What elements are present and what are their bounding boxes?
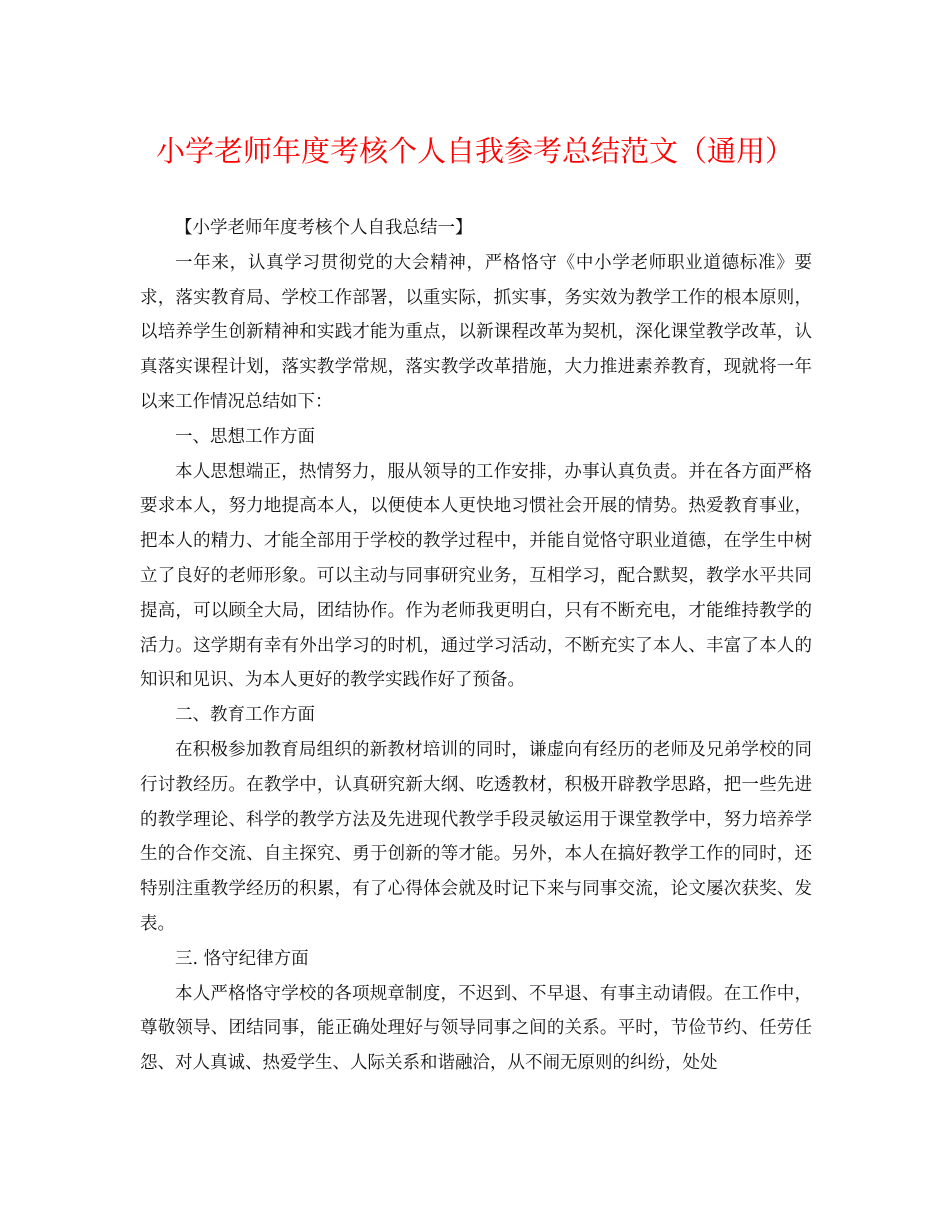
section-heading-discipline: 三. 恪守纪律方面 <box>175 948 309 969</box>
intro-paragraph: 一年来，认真学习贯彻党的大会精神，严格恪守《中小学老师职业道德标准》要求，落实教育局、学校工作部署，以重实际，抓实事，务实效为教学工作的根本原则，以培养学生创新精神和实践才能为重点，以新课程改革为契机，深化课堂教学改革，认真落实课程计划，落实教学常规，落实教学改革措施，大力推进素养教育，现就将一年以来工作情况总结如下： <box>140 252 812 412</box>
section-paragraph-discipline: 本人严格恪守学校的各项规章制度，不迟到、不早退、有事主动请假。在工作中，尊敬领导、团结同事，能正确处理好与领导同事之间的关系。平时，节俭节约、任劳任怨、对人真诚、热爱学生、人际关系和谐融洽，从不闹无原则的纠纷，处处 <box>140 983 812 1074</box>
document-title: 小学老师年度考核个人自我参考总结范文（通用） <box>155 134 794 168</box>
section-heading-thought: 一、思想工作方面 <box>175 426 315 447</box>
document-body <box>140 211 812 1081</box>
section-label: 【小学老师年度考核个人自我总结一】 <box>175 218 473 238</box>
section-heading-education: 二、教育工作方面 <box>175 705 315 726</box>
section-paragraph-thought: 本人思想端正，热情努力，服从领导的工作安排，办事认真负责。并在各方面严格要求本人，努力地提高本人，以便使本人更快地习惯社会开展的情势。热爱教育事业，把本人的精力、才能全部用于学校的教学过程中，并能自觉恪守职业道德，在学生中树立了良好的老师形象。可以主动与同事研究业务，互相学习，配合默契，教学水平共同提高，可以顾全大局，团结协作。作为老师我更明白，只有不断充电，才能维持教学的活力。这学期有幸有外出学习的时机，通过学习活动，不断充实了本人、丰富了本人的知识和见识、为本人更好的教学实践作好了预备。 <box>140 461 812 691</box>
section-paragraph-education: 在积极参加教育局组织的新教材培训的同时，谦虚向有经历的老师及兄弟学校的同行讨教经历。在教学中，认真研究新大纲、吃透教材，积极开辟教学思路，把一些先进的教学理论、科学的教学方法及先进现代教学手段灵敏运用于课堂教学中，努力培养学生的合作交流、自主探究、勇于创新的等才能。另外，本人在搞好教学工作的同时，还特别注重教学经历的积累，有了心得体会就及时记下来与同事交流，论文屡次获奖、发表。 <box>140 739 812 934</box>
